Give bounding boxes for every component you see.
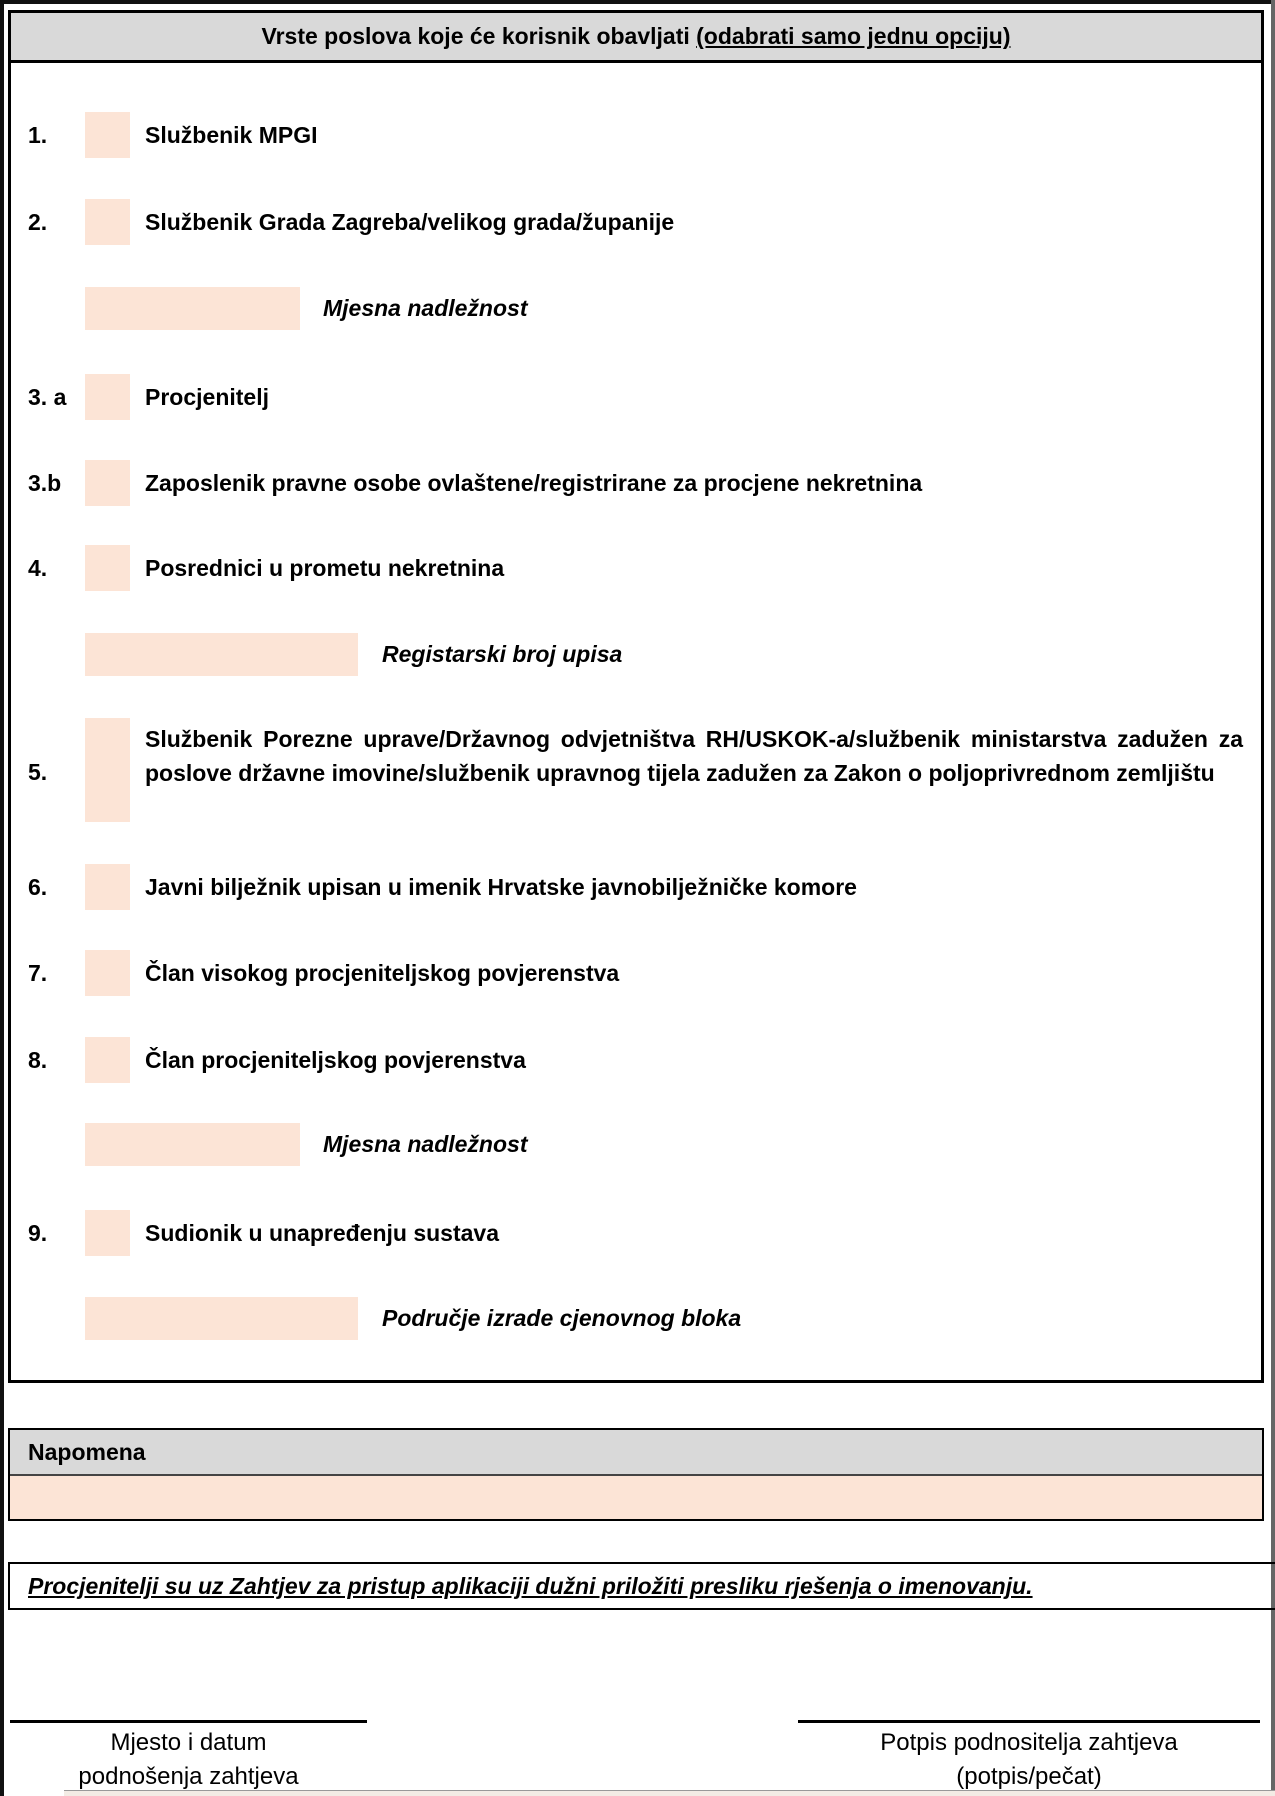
option-3b-number: 3.b	[28, 469, 62, 496]
podrucje-izrade-input[interactable]	[85, 1297, 358, 1340]
page-border-right	[1271, 0, 1275, 1796]
note-box	[8, 1562, 1275, 1610]
option-3a-label: Procjenitelj	[145, 383, 269, 410]
podrucje-izrade-label: Područje izrade cjenovnog bloka	[382, 1305, 742, 1331]
option-9-checkbox[interactable]	[85, 1210, 130, 1256]
option-6-checkbox[interactable]	[85, 864, 130, 910]
option-3a-number: 3. a	[28, 383, 67, 410]
bottom-cutoff-strip	[64, 1790, 1275, 1796]
option-7-checkbox[interactable]	[85, 950, 130, 996]
option-7-label: Član visokog procjeniteljskog povjerenstva	[145, 959, 620, 986]
option-8-label: Član procjeniteljskog povjerenstva	[145, 1046, 526, 1073]
option-5-number: 5.	[28, 758, 48, 785]
mjesna-nadleznost-1-label: Mjesna nadležnost	[323, 295, 528, 321]
signature-label-place-date-line2: podnošenja zahtjeva	[78, 1763, 299, 1790]
signature-label-place-date	[10, 1726, 367, 1794]
mjesna-nadleznost-2-input[interactable]	[85, 1123, 300, 1166]
registarski-broj-upisa-input[interactable]	[85, 633, 358, 676]
option-2-number: 2.	[28, 208, 48, 235]
napomena-input[interactable]	[10, 1476, 1262, 1519]
option-1-number: 1.	[28, 121, 48, 148]
option-8-checkbox[interactable]	[85, 1037, 130, 1083]
option-4-label: Posrednici u prometu nekretnina	[145, 554, 505, 581]
table-title-underlined: (odabrati samo jednu opciju)	[696, 23, 1011, 49]
option-9-label: Sudionik u unapređenju sustava	[145, 1219, 500, 1246]
option-5-label: Službenik Porezne uprave/Državnog odvjetništva RH/USKOK-a/službenik ministarstva zadužen za poslove državne imovine/službenik upravnog tijela zadužen za Zakon o poljoprivrednom zemljištu	[145, 726, 1243, 786]
option-6-number: 6.	[28, 873, 48, 900]
table-title	[11, 13, 1261, 63]
note-text: Procjenitelji su uz Zahtjev za pristup aplikaciji dužni priložiti presliku rješenja o imenovanju.	[28, 1572, 1033, 1599]
option-5-checkbox[interactable]	[85, 718, 130, 822]
page-border-left	[0, 0, 4, 1796]
signature-label-place-date-line1: Mjesto i datum	[110, 1729, 267, 1756]
page-border-top	[0, 0, 1275, 4]
mjesna-nadleznost-1-input[interactable]	[85, 287, 300, 330]
signature-line-applicant[interactable]	[798, 1720, 1260, 1723]
table-title-plain: Vrste poslova koje će korisnik obavljati	[261, 23, 697, 49]
option-1-checkbox[interactable]	[85, 112, 130, 158]
option-3a-checkbox[interactable]	[85, 374, 130, 420]
option-4-checkbox[interactable]	[85, 545, 130, 591]
option-6-label: Javni bilježnik upisan u imenik Hrvatske javnobilježničke komore	[145, 873, 857, 900]
option-3b-label: Zaposlenik pravne osobe ovlaštene/registrirane za procjene nekretnina	[145, 469, 923, 496]
signature-label-applicant-line2: (potpis/pečat)	[956, 1763, 1102, 1790]
option-3b-checkbox[interactable]	[85, 460, 130, 506]
napomena-section	[8, 1428, 1264, 1521]
option-9-number: 9.	[28, 1219, 48, 1246]
mjesna-nadleznost-2-label: Mjesna nadležnost	[323, 1131, 528, 1157]
napomena-header: Napomena	[10, 1430, 1262, 1476]
option-7-number: 7.	[28, 959, 48, 986]
option-8-number: 8.	[28, 1046, 48, 1073]
option-2-checkbox[interactable]	[85, 199, 130, 245]
signature-line-place-date[interactable]	[10, 1720, 367, 1723]
registarski-broj-upisa-label: Registarski broj upisa	[382, 641, 623, 667]
signature-label-applicant-line1: Potpis podnositelja zahtjeva	[880, 1729, 1178, 1756]
option-4-number: 4.	[28, 554, 48, 581]
option-1-label: Službenik MPGI	[145, 121, 318, 148]
option-2-label: Službenik Grada Zagreba/velikog grada/županije	[145, 208, 675, 235]
signature-label-applicant	[798, 1726, 1260, 1794]
